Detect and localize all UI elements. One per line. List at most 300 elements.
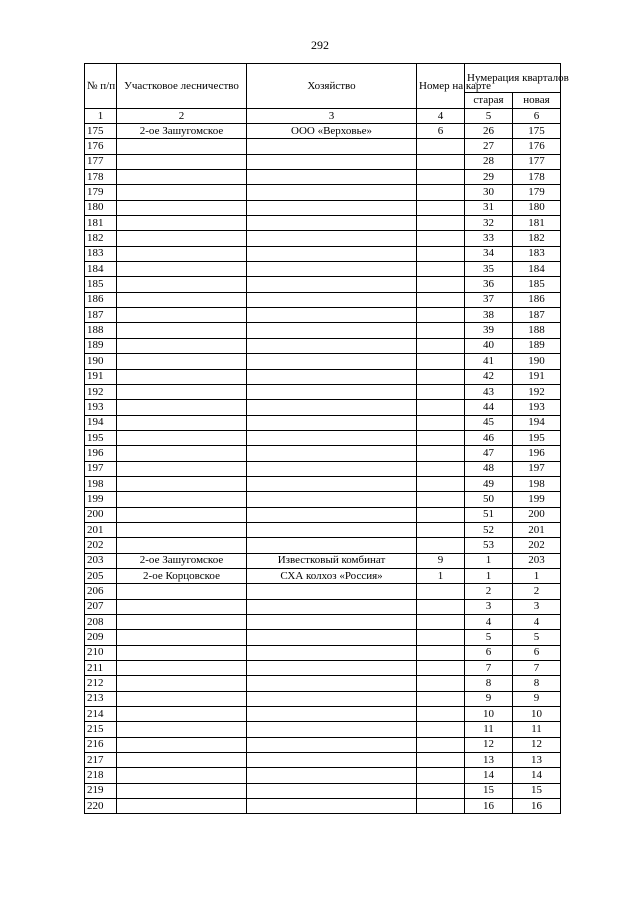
row-number-cell: 179 bbox=[85, 185, 117, 200]
map-number-cell bbox=[417, 323, 465, 338]
old-quarter-cell: 46 bbox=[465, 430, 513, 445]
old-quarter-cell: 15 bbox=[465, 783, 513, 798]
owner-cell bbox=[247, 461, 417, 476]
new-quarter-cell: 182 bbox=[513, 231, 561, 246]
forestry-cell: 2-ое Зашугомское bbox=[117, 553, 247, 568]
header-row bbox=[85, 64, 561, 93]
owner-cell bbox=[247, 676, 417, 691]
forestry-cell bbox=[117, 753, 247, 768]
column-number: 2 bbox=[117, 109, 247, 124]
column-number: 6 bbox=[513, 109, 561, 124]
old-quarter-cell: 43 bbox=[465, 384, 513, 399]
row-number-cell: 217 bbox=[85, 753, 117, 768]
owner-cell bbox=[247, 584, 417, 599]
row-number-cell: 205 bbox=[85, 568, 117, 583]
old-quarter-cell: 53 bbox=[465, 538, 513, 553]
table-row bbox=[85, 139, 561, 154]
new-quarter-cell: 198 bbox=[513, 476, 561, 491]
table-row bbox=[85, 461, 561, 476]
forestry-cell bbox=[117, 354, 247, 369]
new-quarter-cell: 196 bbox=[513, 446, 561, 461]
map-number-cell bbox=[417, 292, 465, 307]
forestry-cell bbox=[117, 170, 247, 185]
map-number-cell bbox=[417, 384, 465, 399]
table-row bbox=[85, 492, 561, 507]
new-quarter-cell: 5 bbox=[513, 630, 561, 645]
old-quarter-cell: 8 bbox=[465, 676, 513, 691]
map-number-cell bbox=[417, 231, 465, 246]
forestry-cell bbox=[117, 799, 247, 814]
table-row bbox=[85, 354, 561, 369]
map-number-cell bbox=[417, 139, 465, 154]
forestry-cell bbox=[117, 323, 247, 338]
map-number-cell bbox=[417, 538, 465, 553]
forestry-cell bbox=[117, 707, 247, 722]
old-quarter-cell: 31 bbox=[465, 200, 513, 215]
row-number-cell: 211 bbox=[85, 661, 117, 676]
map-number-cell bbox=[417, 645, 465, 660]
table-row bbox=[85, 476, 561, 491]
forestry-cell bbox=[117, 430, 247, 445]
old-quarter-cell: 1 bbox=[465, 553, 513, 568]
map-number-cell bbox=[417, 338, 465, 353]
table-row bbox=[85, 691, 561, 706]
row-number-cell: 185 bbox=[85, 277, 117, 292]
forestry-cell bbox=[117, 369, 247, 384]
old-quarter-cell: 27 bbox=[465, 139, 513, 154]
old-quarter-cell: 34 bbox=[465, 246, 513, 261]
owner-cell bbox=[247, 262, 417, 277]
table-row bbox=[85, 722, 561, 737]
table-row bbox=[85, 154, 561, 169]
old-quarter-cell: 41 bbox=[465, 354, 513, 369]
map-number-cell bbox=[417, 262, 465, 277]
new-quarter-cell: 4 bbox=[513, 615, 561, 630]
owner-cell bbox=[247, 231, 417, 246]
table-row bbox=[85, 645, 561, 660]
row-number-cell: 218 bbox=[85, 768, 117, 783]
new-quarter-cell: 10 bbox=[513, 707, 561, 722]
owner-cell bbox=[247, 661, 417, 676]
table-row bbox=[85, 783, 561, 798]
forestry-cell bbox=[117, 231, 247, 246]
table-row bbox=[85, 799, 561, 814]
row-number-cell: 189 bbox=[85, 338, 117, 353]
new-quarter-cell: 202 bbox=[513, 538, 561, 553]
table-row bbox=[85, 630, 561, 645]
forestry-cell bbox=[117, 630, 247, 645]
old-quarter-cell: 32 bbox=[465, 216, 513, 231]
row-number-cell: 200 bbox=[85, 507, 117, 522]
map-number-cell bbox=[417, 415, 465, 430]
table-row bbox=[85, 400, 561, 415]
column-number: 3 bbox=[247, 109, 417, 124]
old-quarter-cell: 29 bbox=[465, 170, 513, 185]
map-number-cell: 1 bbox=[417, 568, 465, 583]
column-number: 1 bbox=[85, 109, 117, 124]
map-number-cell bbox=[417, 707, 465, 722]
table-row bbox=[85, 430, 561, 445]
old-quarter-cell: 28 bbox=[465, 154, 513, 169]
old-quarter-cell: 49 bbox=[465, 476, 513, 491]
forestry-cell bbox=[117, 292, 247, 307]
forestry-cell bbox=[117, 615, 247, 630]
old-quarter-cell: 10 bbox=[465, 707, 513, 722]
owner-cell bbox=[247, 354, 417, 369]
old-quarter-cell: 9 bbox=[465, 691, 513, 706]
table-row bbox=[85, 522, 561, 537]
map-number-cell bbox=[417, 277, 465, 292]
old-quarter-cell: 45 bbox=[465, 415, 513, 430]
row-number-cell: 195 bbox=[85, 430, 117, 445]
table-row bbox=[85, 323, 561, 338]
table-row bbox=[85, 292, 561, 307]
old-quarter-cell: 48 bbox=[465, 461, 513, 476]
owner-cell bbox=[247, 753, 417, 768]
table-row bbox=[85, 415, 561, 430]
old-quarter-cell: 2 bbox=[465, 584, 513, 599]
row-number-cell: 216 bbox=[85, 737, 117, 752]
forestry-cell bbox=[117, 538, 247, 553]
forestry-cell bbox=[117, 461, 247, 476]
owner-cell bbox=[247, 722, 417, 737]
owner-cell bbox=[247, 492, 417, 507]
forestry-cell bbox=[117, 645, 247, 660]
new-quarter-cell: 14 bbox=[513, 768, 561, 783]
row-number-cell: 175 bbox=[85, 124, 117, 139]
forestry-cell bbox=[117, 492, 247, 507]
table-row bbox=[85, 216, 561, 231]
map-number-cell bbox=[417, 691, 465, 706]
owner-cell bbox=[247, 292, 417, 307]
old-quarter-cell: 50 bbox=[465, 492, 513, 507]
new-quarter-cell: 179 bbox=[513, 185, 561, 200]
map-number-cell bbox=[417, 676, 465, 691]
table-row bbox=[85, 200, 561, 215]
owner-cell bbox=[247, 139, 417, 154]
forestry-cell bbox=[117, 338, 247, 353]
row-number-cell: 190 bbox=[85, 354, 117, 369]
owner-cell bbox=[247, 799, 417, 814]
table-row bbox=[85, 661, 561, 676]
table-row bbox=[85, 753, 561, 768]
row-number-cell: 194 bbox=[85, 415, 117, 430]
old-quarter-cell: 14 bbox=[465, 768, 513, 783]
table-row bbox=[85, 170, 561, 185]
owner-cell bbox=[247, 338, 417, 353]
map-number-cell bbox=[417, 661, 465, 676]
row-number-cell: 197 bbox=[85, 461, 117, 476]
old-quarter-cell: 30 bbox=[465, 185, 513, 200]
map-number-cell: 6 bbox=[417, 124, 465, 139]
header-forestry: Участковое лесничество bbox=[117, 64, 247, 109]
column-numbers-row bbox=[85, 109, 561, 124]
map-number-cell bbox=[417, 185, 465, 200]
owner-cell bbox=[247, 615, 417, 630]
row-number-cell: 183 bbox=[85, 246, 117, 261]
row-number-cell: 207 bbox=[85, 599, 117, 614]
new-quarter-cell: 203 bbox=[513, 553, 561, 568]
owner-cell: ООО «Верховье» bbox=[247, 124, 417, 139]
map-number-cell bbox=[417, 170, 465, 185]
owner-cell bbox=[247, 323, 417, 338]
owner-cell bbox=[247, 538, 417, 553]
forestry-cell bbox=[117, 185, 247, 200]
forestry-cell bbox=[117, 216, 247, 231]
new-quarter-cell: 199 bbox=[513, 492, 561, 507]
new-quarter-cell: 185 bbox=[513, 277, 561, 292]
map-number-cell bbox=[417, 799, 465, 814]
map-number-cell bbox=[417, 154, 465, 169]
row-number-cell: 186 bbox=[85, 292, 117, 307]
row-number-cell: 177 bbox=[85, 154, 117, 169]
owner-cell: СХА колхоз «Россия» bbox=[247, 568, 417, 583]
map-number-cell bbox=[417, 354, 465, 369]
owner-cell bbox=[247, 783, 417, 798]
row-number-cell: 182 bbox=[85, 231, 117, 246]
column-number: 4 bbox=[417, 109, 465, 124]
new-quarter-cell: 192 bbox=[513, 384, 561, 399]
forestry-cell: 2-ое Корцовское bbox=[117, 568, 247, 583]
table-row bbox=[85, 584, 561, 599]
table-row bbox=[85, 615, 561, 630]
owner-cell bbox=[247, 308, 417, 323]
forestry-cell bbox=[117, 246, 247, 261]
row-number-cell: 199 bbox=[85, 492, 117, 507]
old-quarter-cell: 42 bbox=[465, 369, 513, 384]
new-quarter-cell: 200 bbox=[513, 507, 561, 522]
forestry-cell bbox=[117, 200, 247, 215]
map-number-cell bbox=[417, 461, 465, 476]
owner-cell bbox=[247, 446, 417, 461]
old-quarter-cell: 44 bbox=[465, 400, 513, 415]
forestry-cell bbox=[117, 522, 247, 537]
map-number-cell bbox=[417, 522, 465, 537]
row-number-cell: 188 bbox=[85, 323, 117, 338]
map-number-cell bbox=[417, 308, 465, 323]
old-quarter-cell: 52 bbox=[465, 522, 513, 537]
forestry-cell bbox=[117, 661, 247, 676]
row-number-cell: 219 bbox=[85, 783, 117, 798]
row-number-cell: 212 bbox=[85, 676, 117, 691]
old-quarter-cell: 36 bbox=[465, 277, 513, 292]
forestry-cell bbox=[117, 384, 247, 399]
new-quarter-cell: 184 bbox=[513, 262, 561, 277]
new-quarter-cell: 183 bbox=[513, 246, 561, 261]
row-number-cell: 187 bbox=[85, 308, 117, 323]
new-quarter-cell: 201 bbox=[513, 522, 561, 537]
forestry-cell bbox=[117, 676, 247, 691]
owner-cell bbox=[247, 185, 417, 200]
old-quarter-cell: 26 bbox=[465, 124, 513, 139]
forestry-cell bbox=[117, 446, 247, 461]
table-row bbox=[85, 231, 561, 246]
old-quarter-cell: 3 bbox=[465, 599, 513, 614]
row-number-cell: 202 bbox=[85, 538, 117, 553]
column-number: 5 bbox=[465, 109, 513, 124]
new-quarter-cell: 175 bbox=[513, 124, 561, 139]
page-number: 292 bbox=[311, 38, 329, 52]
forestry-cell bbox=[117, 691, 247, 706]
new-quarter-cell: 178 bbox=[513, 170, 561, 185]
table-row bbox=[85, 369, 561, 384]
owner-cell bbox=[247, 400, 417, 415]
row-number-cell: 180 bbox=[85, 200, 117, 215]
new-quarter-cell: 3 bbox=[513, 599, 561, 614]
map-number-cell bbox=[417, 737, 465, 752]
old-quarter-cell: 7 bbox=[465, 661, 513, 676]
table-row bbox=[85, 262, 561, 277]
map-number-cell bbox=[417, 584, 465, 599]
owner-cell bbox=[247, 154, 417, 169]
owner-cell bbox=[247, 369, 417, 384]
table-row bbox=[85, 338, 561, 353]
owner-cell bbox=[247, 645, 417, 660]
old-quarter-cell: 6 bbox=[465, 645, 513, 660]
row-number-cell: 215 bbox=[85, 722, 117, 737]
header-num: № п/п bbox=[85, 64, 117, 109]
row-number-cell: 206 bbox=[85, 584, 117, 599]
table-row bbox=[85, 568, 561, 583]
old-quarter-cell: 13 bbox=[465, 753, 513, 768]
new-quarter-cell: 180 bbox=[513, 200, 561, 215]
new-quarter-cell: 187 bbox=[513, 308, 561, 323]
forestry-cell bbox=[117, 507, 247, 522]
forestry-cell: 2-ое Зашугомское bbox=[117, 124, 247, 139]
map-number-cell bbox=[417, 430, 465, 445]
row-number-cell: 214 bbox=[85, 707, 117, 722]
old-quarter-cell: 51 bbox=[465, 507, 513, 522]
new-quarter-cell: 7 bbox=[513, 661, 561, 676]
row-number-cell: 220 bbox=[85, 799, 117, 814]
row-number-cell: 191 bbox=[85, 369, 117, 384]
old-quarter-cell: 16 bbox=[465, 799, 513, 814]
new-quarter-cell: 12 bbox=[513, 737, 561, 752]
table-row bbox=[85, 384, 561, 399]
table-row bbox=[85, 277, 561, 292]
new-quarter-cell: 13 bbox=[513, 753, 561, 768]
table-row bbox=[85, 538, 561, 553]
table-row bbox=[85, 446, 561, 461]
header-old: старая bbox=[465, 93, 513, 109]
table-row bbox=[85, 553, 561, 568]
forestry-cell bbox=[117, 415, 247, 430]
table-row bbox=[85, 707, 561, 722]
map-number-cell: 9 bbox=[417, 553, 465, 568]
forestry-cell bbox=[117, 400, 247, 415]
new-quarter-cell: 193 bbox=[513, 400, 561, 415]
old-quarter-cell: 47 bbox=[465, 446, 513, 461]
map-number-cell bbox=[417, 216, 465, 231]
new-quarter-cell: 190 bbox=[513, 354, 561, 369]
table-row bbox=[85, 308, 561, 323]
forestry-cell bbox=[117, 308, 247, 323]
owner-cell bbox=[247, 630, 417, 645]
row-number-cell: 196 bbox=[85, 446, 117, 461]
table-row bbox=[85, 599, 561, 614]
row-number-cell: 176 bbox=[85, 139, 117, 154]
new-quarter-cell: 197 bbox=[513, 461, 561, 476]
header-map-number: Номер на карте bbox=[417, 64, 465, 109]
old-quarter-cell: 35 bbox=[465, 262, 513, 277]
new-quarter-cell: 191 bbox=[513, 369, 561, 384]
old-quarter-cell: 37 bbox=[465, 292, 513, 307]
row-number-cell: 210 bbox=[85, 645, 117, 660]
owner-cell: Известковый комбинат bbox=[247, 553, 417, 568]
map-number-cell bbox=[417, 446, 465, 461]
row-number-cell: 178 bbox=[85, 170, 117, 185]
forestry-cell bbox=[117, 476, 247, 491]
owner-cell bbox=[247, 415, 417, 430]
map-number-cell bbox=[417, 507, 465, 522]
map-number-cell bbox=[417, 492, 465, 507]
old-quarter-cell: 11 bbox=[465, 722, 513, 737]
new-quarter-cell: 16 bbox=[513, 799, 561, 814]
old-quarter-cell: 40 bbox=[465, 338, 513, 353]
old-quarter-cell: 4 bbox=[465, 615, 513, 630]
new-quarter-cell: 181 bbox=[513, 216, 561, 231]
forestry-cell bbox=[117, 139, 247, 154]
new-quarter-cell: 9 bbox=[513, 691, 561, 706]
new-quarter-cell: 195 bbox=[513, 430, 561, 445]
map-number-cell bbox=[417, 630, 465, 645]
map-number-cell bbox=[417, 615, 465, 630]
row-number-cell: 213 bbox=[85, 691, 117, 706]
owner-cell bbox=[247, 737, 417, 752]
map-number-cell bbox=[417, 200, 465, 215]
table-row bbox=[85, 124, 561, 139]
table-row bbox=[85, 768, 561, 783]
row-number-cell: 201 bbox=[85, 522, 117, 537]
new-quarter-cell: 176 bbox=[513, 139, 561, 154]
new-quarter-cell: 1 bbox=[513, 568, 561, 583]
new-quarter-cell: 15 bbox=[513, 783, 561, 798]
row-number-cell: 198 bbox=[85, 476, 117, 491]
old-quarter-cell: 33 bbox=[465, 231, 513, 246]
old-quarter-cell: 38 bbox=[465, 308, 513, 323]
owner-cell bbox=[247, 599, 417, 614]
forestry-cell bbox=[117, 584, 247, 599]
map-number-cell bbox=[417, 246, 465, 261]
map-number-cell bbox=[417, 783, 465, 798]
old-quarter-cell: 39 bbox=[465, 323, 513, 338]
old-quarter-cell: 5 bbox=[465, 630, 513, 645]
map-number-cell bbox=[417, 753, 465, 768]
row-number-cell: 203 bbox=[85, 553, 117, 568]
forestry-cell bbox=[117, 783, 247, 798]
new-quarter-cell: 194 bbox=[513, 415, 561, 430]
owner-cell bbox=[247, 691, 417, 706]
map-number-cell bbox=[417, 599, 465, 614]
table-row bbox=[85, 246, 561, 261]
owner-cell bbox=[247, 522, 417, 537]
owner-cell bbox=[247, 384, 417, 399]
table-body bbox=[85, 124, 561, 814]
owner-cell bbox=[247, 707, 417, 722]
new-quarter-cell: 186 bbox=[513, 292, 561, 307]
forestry-cell bbox=[117, 262, 247, 277]
map-number-cell bbox=[417, 476, 465, 491]
row-number-cell: 192 bbox=[85, 384, 117, 399]
new-quarter-cell: 189 bbox=[513, 338, 561, 353]
header-quarters: Нумерация кварталов bbox=[465, 64, 561, 93]
forestry-cell bbox=[117, 277, 247, 292]
new-quarter-cell: 188 bbox=[513, 323, 561, 338]
row-number-cell: 184 bbox=[85, 262, 117, 277]
header-owner: Хозяйство bbox=[247, 64, 417, 109]
owner-cell bbox=[247, 200, 417, 215]
table-row bbox=[85, 507, 561, 522]
